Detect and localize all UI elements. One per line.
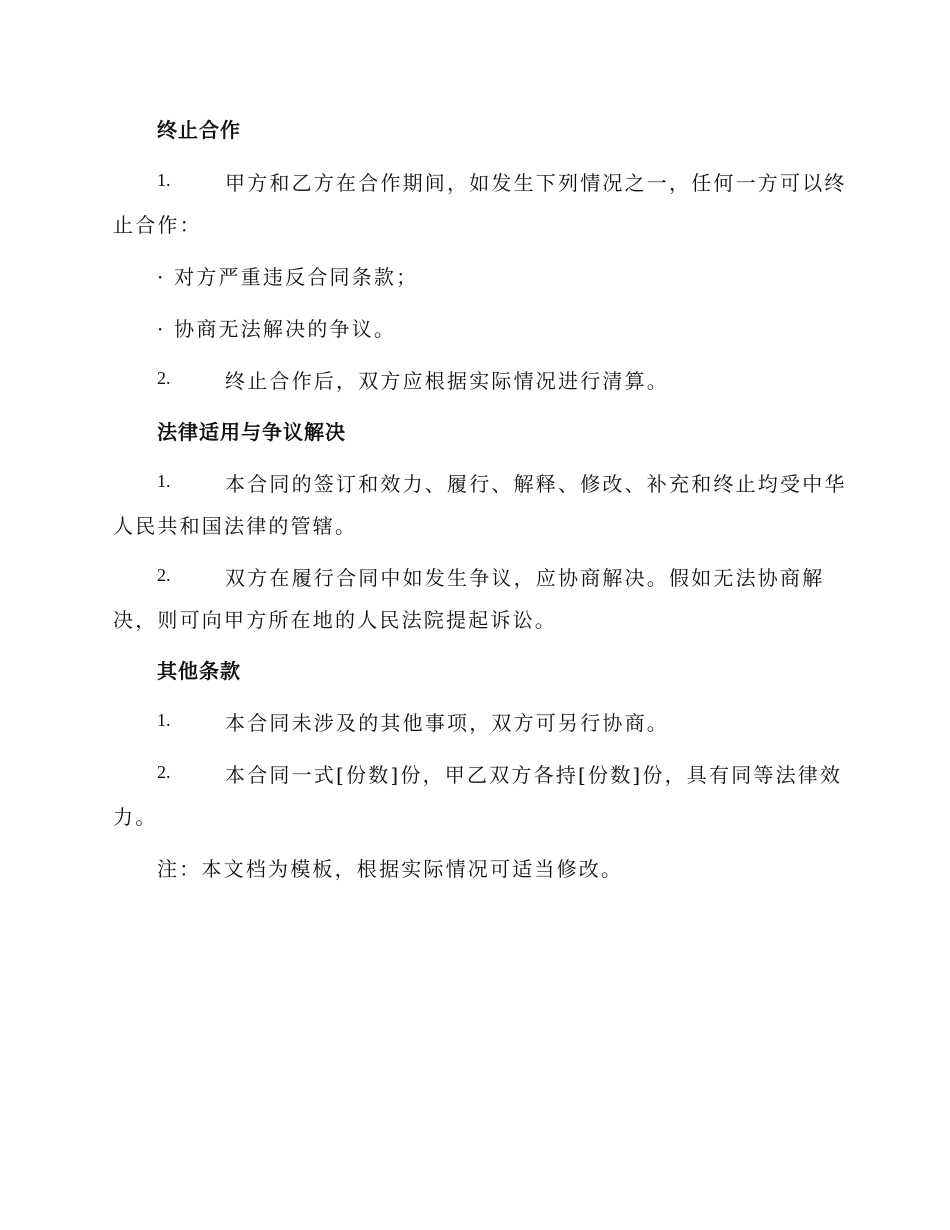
paragraph-line: 力。 — [113, 805, 158, 829]
paragraph-line: 本合同一式[份数]份，甲乙双方各持[份数]份，具有同等法律效 — [225, 763, 843, 787]
paragraph-line: 决，则可向甲方所在地的人民法院提起诉讼。 — [113, 608, 557, 632]
section-heading: 法律适用与争议解决 — [157, 420, 346, 444]
section-heading: 其他条款 — [157, 659, 241, 683]
template-note: 注：本文档为模板，根据实际情况可适当修改。 — [157, 857, 624, 881]
item-number: 2. — [157, 368, 171, 388]
bullet-item: · 协商无法解决的争议。 — [157, 317, 397, 341]
paragraph-line: 本合同未涉及的其他事项，双方可另行协商。 — [225, 711, 669, 735]
section-heading: 终止合作 — [157, 118, 241, 142]
paragraph-line: 双方在履行合同中如发生争议，应协商解决。假如无法协商解 — [225, 566, 825, 590]
item-number: 1. — [157, 170, 171, 190]
paragraph-line: 止合作： — [113, 213, 202, 237]
paragraph-line: 终止合作后，双方应根据实际情况进行清算。 — [225, 369, 669, 393]
item-number: 1. — [157, 471, 171, 491]
paragraph-line: 人民共和国法律的管辖。 — [113, 514, 358, 538]
item-number: 2. — [157, 762, 171, 782]
item-number: 1. — [157, 710, 171, 730]
paragraph-line: 本合同的签订和效力、履行、解释、修改、补充和终止均受中华 — [225, 472, 847, 496]
paragraph-line: 甲方和乙方在合作期间，如发生下列情况之一，任何一方可以终 — [225, 171, 847, 195]
item-number: 2. — [157, 565, 171, 585]
bullet-item: · 对方严重违反合同条款； — [157, 265, 419, 289]
